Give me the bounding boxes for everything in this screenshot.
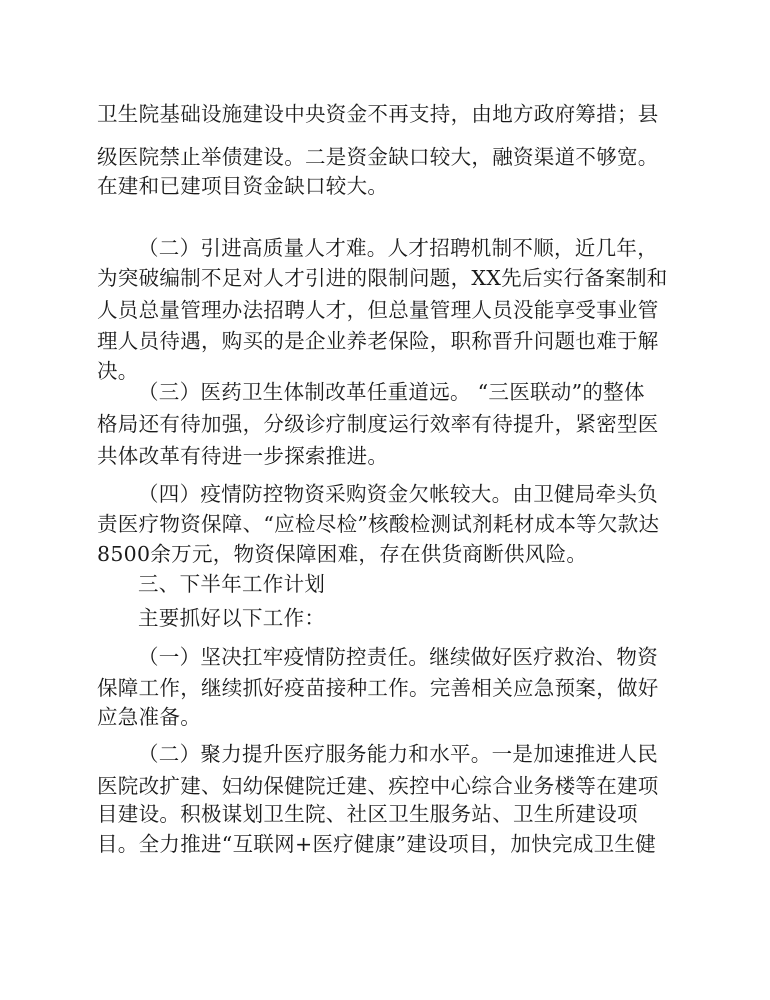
body-text-line: 卫生院基础设施建设中央资金不再支持，由地方政府筹措；县 — [97, 102, 659, 126]
chapter-heading-plan: 三、下半年工作计划 — [138, 572, 326, 596]
body-text-line: 8500余万元，物资保障困难，存在供货商断供风险。 — [97, 542, 588, 566]
body-text-line: 为突破编制不足对人才引进的限制问题，XX先后实行备案制和 — [97, 266, 668, 290]
body-text-line: 目建设。积极谋划卫生院、社区卫生服务站、卫生所建设项 — [97, 802, 638, 826]
body-text-line: 格局还有待加强，分级诊疗制度运行效率有待提升，紧密型医 — [97, 412, 659, 436]
body-text-line: 决。 — [97, 359, 139, 383]
body-text-line: 理人员待遇，购买的是企业养老保险，职称晋升问题也难于解 — [97, 329, 659, 353]
body-text-line: 主要抓好以下工作： — [138, 606, 326, 630]
section-heading-4: （四）疫情防控物资采购资金欠帐较大。由卫健局牵头负 — [138, 482, 658, 506]
body-text-line: 保障工作，继续抓好疫苗接种工作。完善相关应急预案，做好 — [97, 676, 659, 700]
section-heading-2: （二）引进高质量人才难。人才招聘机制不顺，近几年， — [138, 236, 658, 260]
body-text-line: 医院改扩建、妇幼保健院迁建、疾控中心综合业务楼等在建项 — [97, 774, 659, 798]
body-text-line: 共体改革有待进一步探索推进。 — [97, 444, 389, 468]
body-text-line: 应急准备。 — [97, 705, 201, 729]
plan-item-2-heading: （二）聚力提升医疗服务能力和水平。一是加速推进人民 — [138, 742, 658, 766]
body-text-line: 责医疗物资保障、“应检尽检”核酸检测试剂耗材成本等欠款达 — [97, 512, 660, 536]
body-text-line: 人员总量管理办法招聘人才，但总量管理人员没能享受事业管 — [97, 298, 659, 322]
body-text-line: 目。全力推进“互联网+医疗健康”建设项目，加快完成卫生健 — [97, 832, 657, 856]
section-heading-3: （三）医药卫生体制改革任重道远。 “三医联动”的整体 — [138, 380, 645, 404]
body-text-line: 在建和已建项目资金缺口较大。 — [97, 174, 389, 198]
plan-item-1-heading: （一）坚决扛牢疫情防控责任。继续做好医疗救治、物资 — [138, 645, 658, 669]
body-text-line: 级医院禁止举债建设。二是资金缺口较大，融资渠道不够宽。 — [97, 145, 659, 169]
